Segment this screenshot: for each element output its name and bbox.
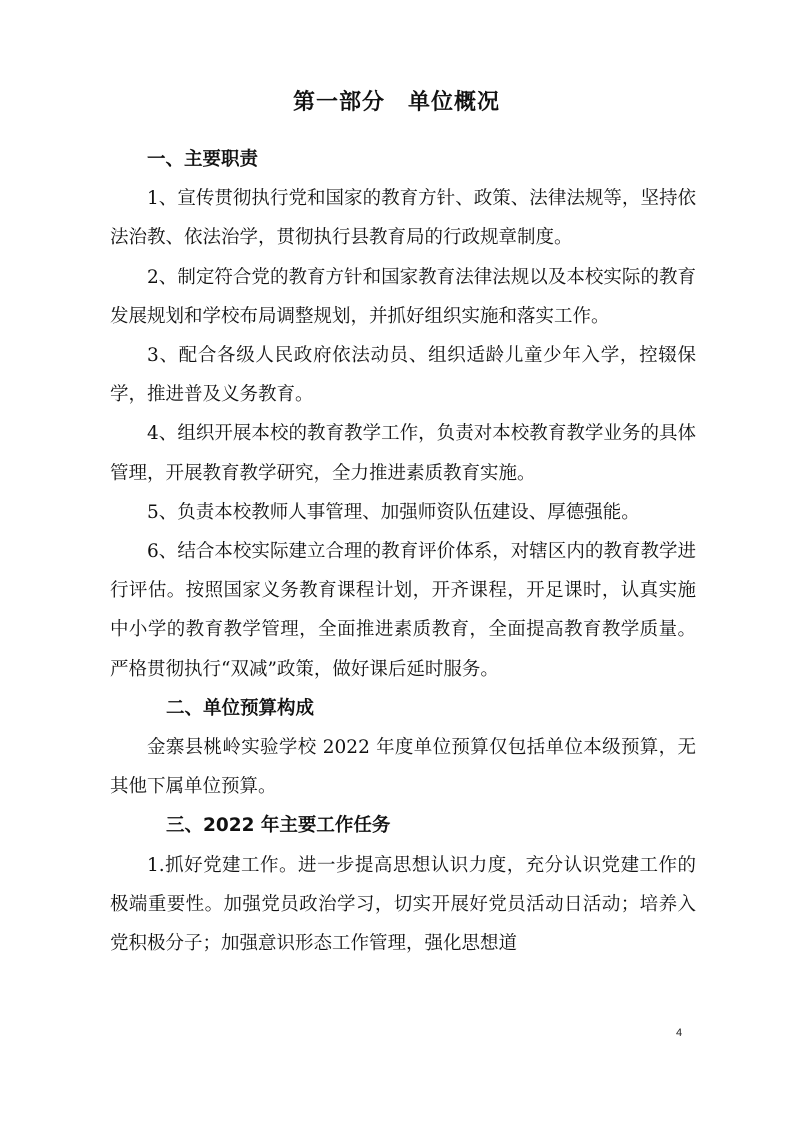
paragraph: 1、宣传贯彻执行党和国家的教育方针、政策、法律法规等，坚持依法治教、依法治学，贯彻执行县教育局的行政规章制度。 — [110, 188, 696, 249]
paragraph: 3、配合各级人民政府依法动员、组织适龄儿童少年入学，控辍保学，推进普及义务教育。 — [110, 345, 696, 406]
section-heading-budget-composition: 二、单位预算构成 — [166, 697, 315, 719]
paragraph: 金寨县桃岭实验学校 2022 年度单位预算仅包括单位本级预算，无其他下属单位预算。 — [110, 737, 696, 798]
section-heading-duties: 一、主要职责 — [147, 149, 259, 170]
document-body — [110, 140, 696, 963]
paragraph: 6、结合本校实际建立合理的教育评价体系，对辖区内的教育教学进行评估。按照国家义务教育课程计划，开齐课程，开足课时，认真实施中小学的教育教学管理，全面推进素质教育，全面提高教育教学质量。严格贯彻执行“双减”政策，做好课后延时服务。 — [110, 541, 696, 680]
paragraph: 1.抓好党建工作。进一步提高思想认识力度，充分认识党建工作的极端重要性。加强党员政治学习，切实开展好党员活动日活动；培养入党积极分子；加强意识形态工作管理，强化思想道 — [110, 854, 696, 955]
paragraph: 2、制定符合党的教育方针和国家教育法律法规以及本校实际的教育发展规划和学校布局调整规划，并抓好组织实施和落实工作。 — [110, 266, 696, 327]
paragraph: 4、组织开展本校的教育教学工作，负责对本校教育教学业务的具体管理，开展教育教学研究，全力推进素质教育实施。 — [110, 423, 696, 484]
section-heading-main-tasks: 三、2022 年主要工作任务 — [166, 815, 391, 837]
paragraph: 5、负责本校教师人事管理、加强师资队伍建设、厚德强能。 — [147, 501, 640, 523]
page-title: 第一部分 单位概况 — [292, 90, 500, 115]
page-number: 4 — [676, 1027, 683, 1039]
